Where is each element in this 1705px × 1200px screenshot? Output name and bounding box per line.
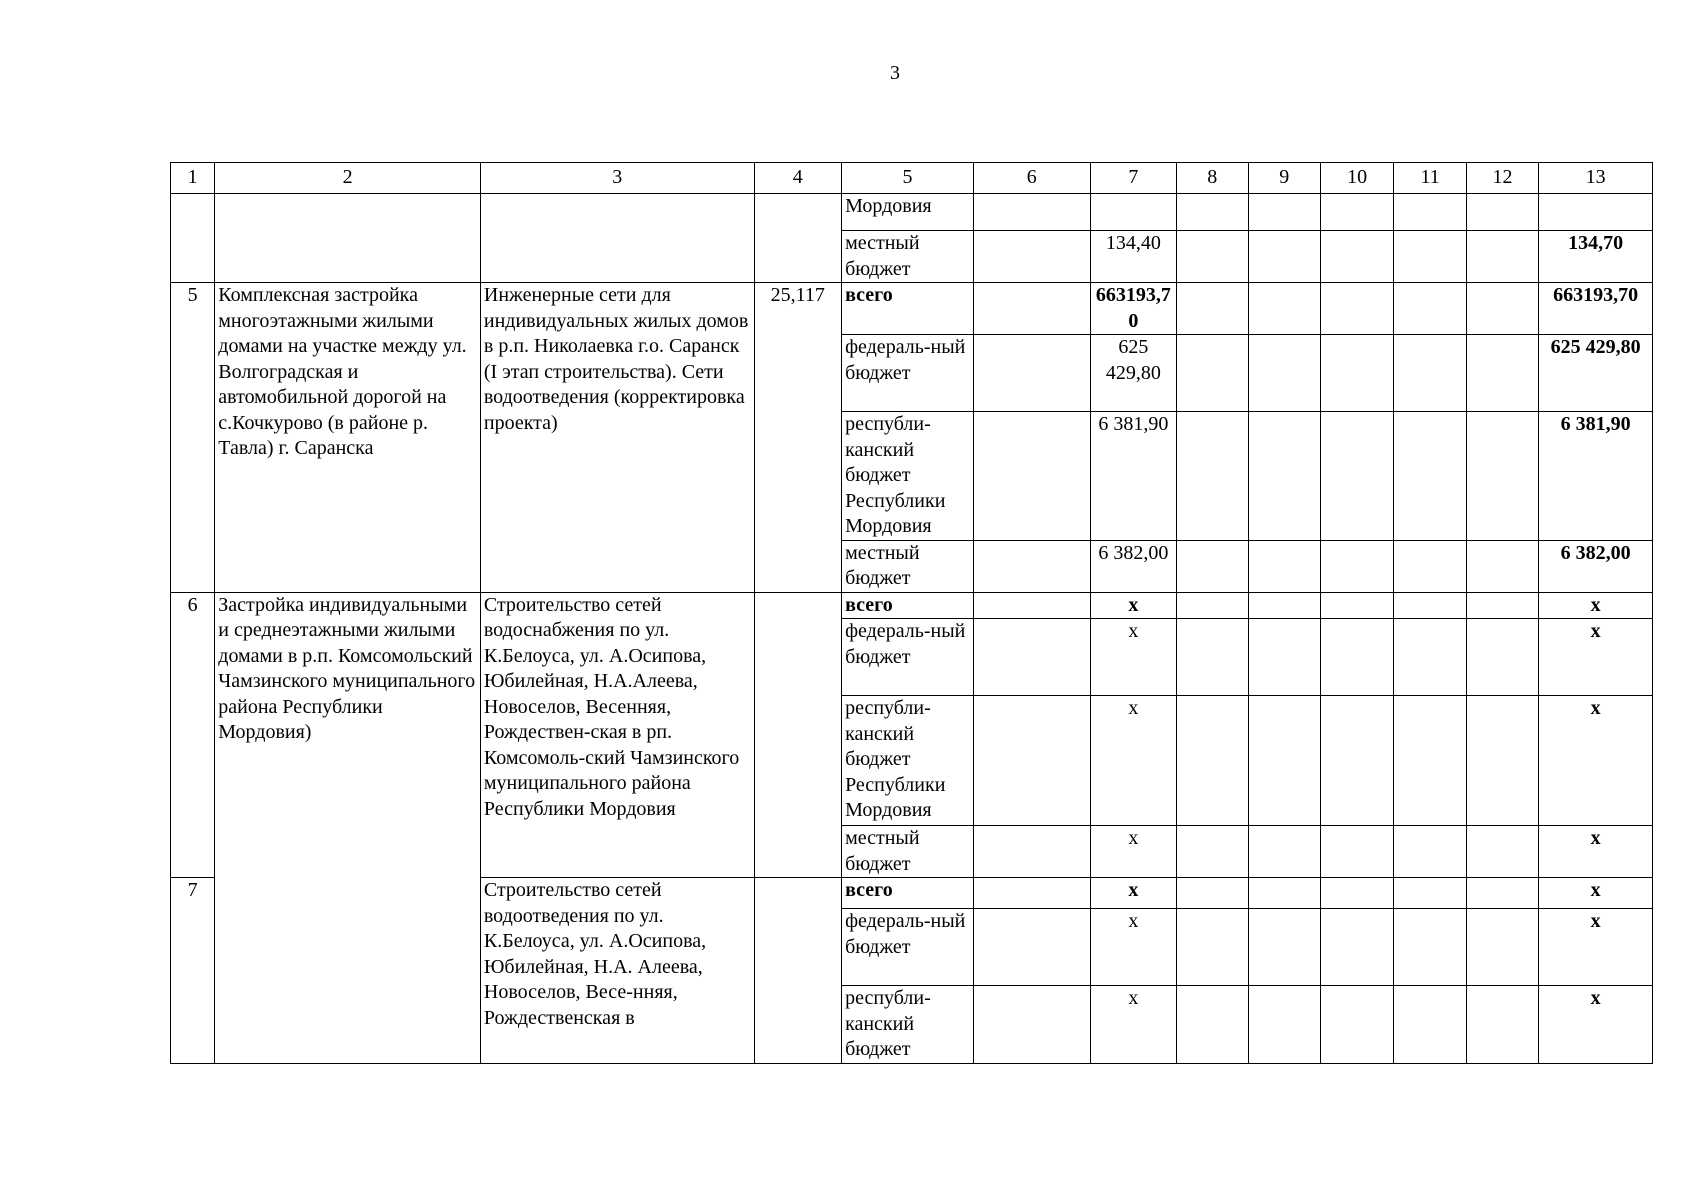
object-cell	[215, 194, 481, 283]
total-cell: 625 429,80	[1539, 335, 1653, 412]
amount-cell: 625 429,80	[1090, 335, 1177, 412]
amount-cell: x	[1090, 986, 1177, 1064]
total-cell: x	[1539, 986, 1653, 1064]
total-cell: x	[1539, 696, 1653, 826]
source-cell: местный бюджет	[842, 826, 974, 878]
object-cell: Застройка индивидуальными и среднеэтажными жилыми домами в р.п. Комсомольский Чамзинского муниципального района Республики Мордовия)	[215, 592, 481, 1064]
total-cell: x	[1539, 592, 1653, 619]
header-cell: 5	[842, 163, 974, 194]
header-cell: 13	[1539, 163, 1653, 194]
source-cell: местный бюджет	[842, 540, 974, 592]
row-number: 6	[171, 592, 215, 878]
amount-cell: 6 382,00	[1090, 540, 1177, 592]
source-cell: Мордовия	[842, 194, 974, 231]
source-cell: республи-канский бюджет Республики Мордовия	[842, 696, 974, 826]
source-cell: республи-канский бюджет Республики Мордовия	[842, 412, 974, 541]
amount-cell: x	[1090, 696, 1177, 826]
row-number: 7	[171, 878, 215, 1064]
total-cell: x	[1539, 878, 1653, 909]
source-cell: всего	[842, 878, 974, 909]
page-number: 3	[890, 62, 900, 84]
header-cell: 2	[215, 163, 481, 194]
length-cell	[754, 878, 842, 1064]
source-cell: местный бюджет	[842, 231, 974, 283]
header-cell: 7	[1090, 163, 1177, 194]
header-cell: 6	[973, 163, 1090, 194]
header-cell: 8	[1177, 163, 1248, 194]
source-cell: республи-канский бюджет	[842, 986, 974, 1064]
header-cell: 9	[1248, 163, 1320, 194]
amount-cell: x	[1090, 909, 1177, 986]
work-cell	[480, 194, 754, 283]
header-cell: 1	[171, 163, 215, 194]
table-row	[171, 194, 1653, 231]
header-row	[171, 163, 1653, 194]
length-cell	[754, 194, 842, 283]
amount-cell: x	[1090, 826, 1177, 878]
source-cell: всего	[842, 592, 974, 619]
total-cell: 6 381,90	[1539, 412, 1653, 541]
table-row	[171, 592, 1653, 619]
source-cell: всего	[842, 283, 974, 335]
total-cell: 134,70	[1539, 231, 1653, 283]
amount-cell: x	[1090, 619, 1177, 696]
work-cell: Строительство сетей водоотведения по ул. К.Белоуса, ул. А.Осипова, Юбилейная, Н.А. Алеева, Новоселов, Весе-нняя, Рождественская в	[480, 878, 754, 1064]
object-cell: Комплексная застройка многоэтажными жилыми домами на участке между ул. Волгоградская и автомобильной дорогой на с.Кочкурово (в районе р. Тавла) г. Саранска	[215, 283, 481, 593]
amount-cell: 663193,70	[1090, 283, 1177, 335]
total-cell: x	[1539, 909, 1653, 986]
header-cell: 3	[480, 163, 754, 194]
header-cell: 11	[1394, 163, 1466, 194]
table-row	[171, 283, 1653, 335]
work-cell: Строительство сетей водоснабжения по ул. К.Белоуса, ул. А.Осипова, Юбилейная, Н.А.Алеева, Новоселов, Весенняя, Рождествен-ская в рп. Комсомоль-ский Чамзинского муниципального района Республики Мордовия	[480, 592, 754, 878]
total-cell: 6 382,00	[1539, 540, 1653, 592]
row-number: 5	[171, 283, 215, 593]
amount-cell: 134,40	[1090, 231, 1177, 283]
header-cell: 12	[1466, 163, 1538, 194]
source-cell: федераль-ный бюджет	[842, 335, 974, 412]
header-cell: 4	[754, 163, 842, 194]
amount-cell: 6 381,90	[1090, 412, 1177, 541]
total-cell: 663193,70	[1539, 283, 1653, 335]
length-cell: 25,117	[754, 283, 842, 593]
length-cell	[754, 592, 842, 878]
row-number	[171, 194, 215, 283]
work-cell: Инженерные сети для индивидуальных жилых домов в р.п. Николаевка г.о. Саранск (I этап строительства). Сети водоотведения (корректировка проекта)	[480, 283, 754, 593]
header-cell: 10	[1320, 163, 1393, 194]
total-cell	[1539, 194, 1653, 231]
source-cell: федераль-ный бюджет	[842, 909, 974, 986]
amount-cell: x	[1090, 878, 1177, 909]
source-cell: федераль-ный бюджет	[842, 619, 974, 696]
total-cell: x	[1539, 619, 1653, 696]
amount-cell: x	[1090, 592, 1177, 619]
budget-table	[170, 162, 1653, 1064]
amount-cell	[1090, 194, 1177, 231]
total-cell: x	[1539, 826, 1653, 878]
